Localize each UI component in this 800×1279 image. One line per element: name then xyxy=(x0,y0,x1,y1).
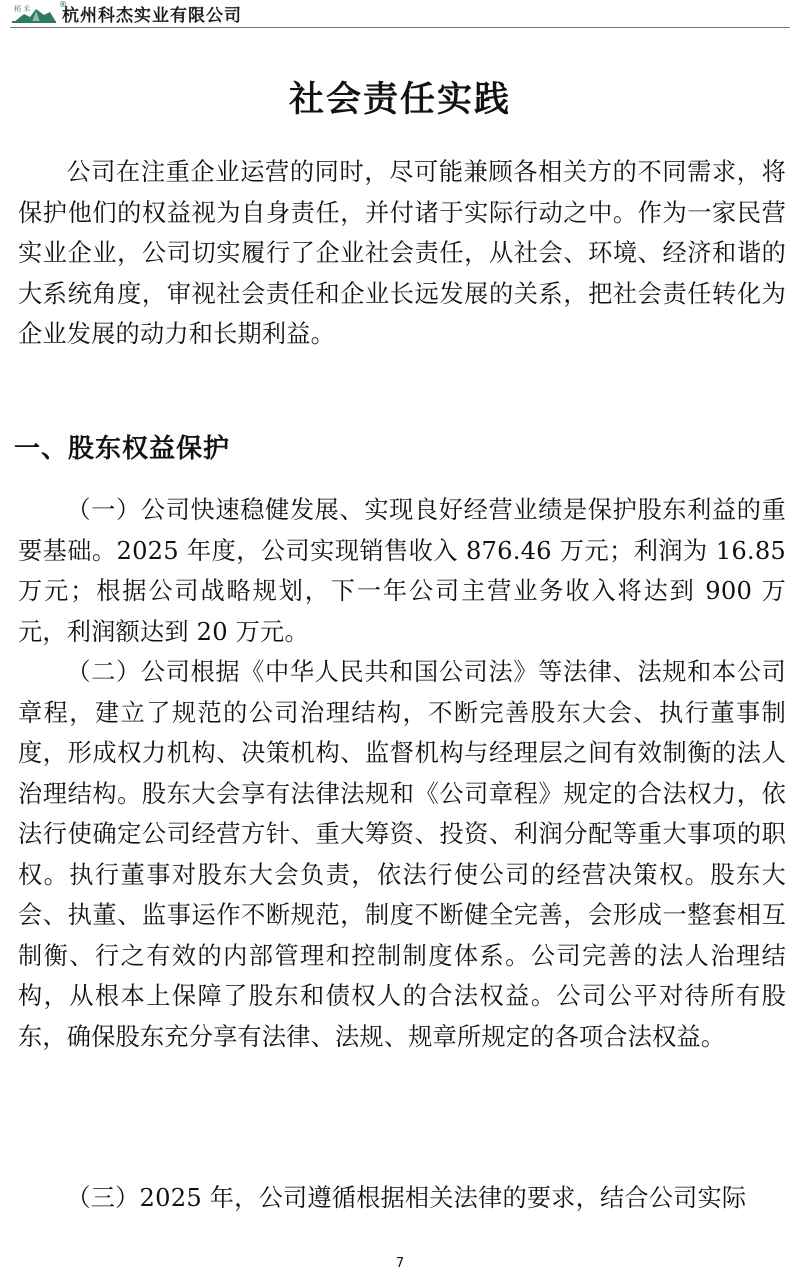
company-logo xyxy=(10,0,67,24)
company-name: 杭州科杰实业有限公司 xyxy=(62,5,242,26)
header-divider xyxy=(10,27,790,28)
intro-paragraph: 公司在注重企业运营的同时，尽可能兼顾各相关方的不同需求，将保护他们的权益视为自身责任，并付诸于实际行动之中。作为一家民营实业企业，公司切实履行了企业社会责任，从社会、环境、经济和谐的大系统角度，审视社会责任和企业长远发展的关系，把社会责任转化为企业发展的动力和长期利益。 xyxy=(18,158,786,348)
paragraph-3: （三）2025 年，公司遵循根据相关法律的要求，结合公司实际 xyxy=(66,1184,747,1212)
section-heading: 一、股东权益保护 xyxy=(14,434,231,464)
paragraph-1: （一）公司快速稳健发展、实现良好经营业绩是保护股东利益的重要基础。2025 年度，公司实现销售收入 876.46 万元；利润为 16.85 万元；根据公司战略规划，下一年公司主营业务收入将达到 900 万元，利润额达到 20 万元。 xyxy=(18,496,786,646)
registered-mark: ® xyxy=(59,0,67,9)
paragraph-2: （二）公司根据《中华人民共和国公司法》等法律、法规和本公司章程，建立了规范的公司治理结构，不断完善股东大会、执行董事制度，形成权力机构、决策机构、监督机构与经理层之间有效制衡的法人治理结构。股东大会享有法律法规和《公司章程》规定的合法权力，依法行使确定公司经营方针、重大筹资、投资、利润分配等重大事项的职权。执行董事对股东大会负责，依法行使公司的经营决策权。股东大会、执董、监事运作不断规范，制度不断健全完善，会形成一整套相互制衡、行之有效的内部管理和控制制度体系。公司完善的法人治理结构，从根本上保障了股东和债权人的合法权益。公司公平对待所有股东，确保股东充分享有法律、法规、规章所规定的各项合法权益。 xyxy=(18,658,786,1051)
page-number: 7 xyxy=(395,1256,405,1271)
page-title: 社会责任实践 xyxy=(288,80,511,120)
svg-text:稻 禾: 稻 禾 xyxy=(14,5,31,13)
page-header xyxy=(10,2,790,24)
